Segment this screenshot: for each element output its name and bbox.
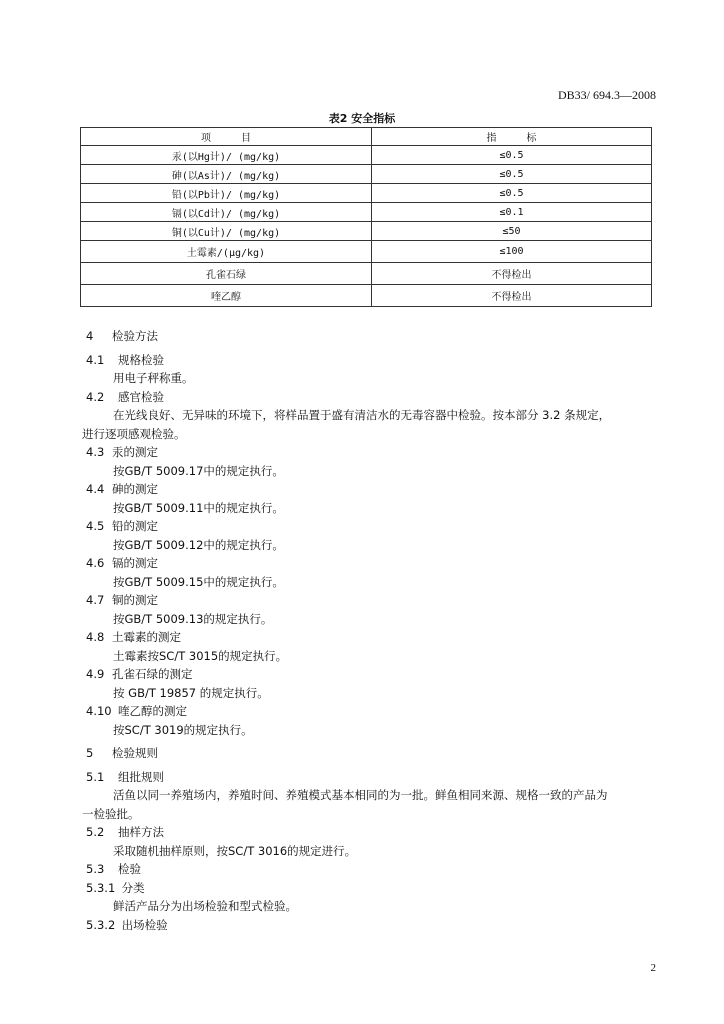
section-number: 4.6 [86,556,105,570]
section-number: 4.8 [86,630,105,644]
cell-item: 孔雀石绿 [81,263,372,285]
cell-indicator: ≤100 [372,241,652,263]
paragraph-continuation: 进行逐项感观检验。 [82,426,186,441]
section-number: 4.10 [86,704,112,718]
section-title: 砷的测定 [112,482,158,496]
cell-indicator: ≤0.5 [372,146,652,165]
cell-indicator: ≤0.1 [372,203,652,222]
section-title: 组批规则 [118,769,164,784]
section-title: 检验 [118,862,141,876]
section-number: 5.1 [86,769,105,784]
table-row [81,203,652,222]
subsection-heading [86,554,666,573]
table-row [81,184,652,203]
table-row [81,222,652,241]
subsection-heading [86,628,666,647]
cell-indicator: ≤0.5 [372,184,652,203]
paragraph: 按GB/T 5009.11中的规定执行。 [113,500,284,515]
column-header-item: 项 目 [81,128,372,146]
paragraph: 土霉素按SC/T 3015的规定执行。 [113,648,288,663]
subsection-heading [86,860,666,879]
subsection-heading [86,665,666,684]
cell-indicator: ≤0.5 [372,165,652,184]
paragraph: 采取随机抽样原则，按SC/T 3016的规定进行。 [113,843,357,858]
paragraph: 按SC/T 3019的规定执行。 [113,722,253,737]
subsection-heading [86,702,666,721]
section-number: 5.2 [86,825,105,839]
table-row [81,263,652,285]
table-row [81,146,652,165]
subsection-heading [86,517,666,536]
paragraph: 按GB/T 5009.15中的规定执行。 [113,574,284,589]
section-title: 出场检验 [121,917,168,932]
subsection-heading [86,351,666,370]
section-number: 4.1 [86,352,105,367]
table-header-row [81,128,652,146]
section-title: 抽样方法 [118,825,164,839]
table-row [81,165,652,184]
document-code: DB33/ 694.3—2008 [557,88,656,102]
paragraph: 鲜活产品分为出场检验和型式检验。 [113,899,297,913]
section-title: 汞的测定 [112,445,158,459]
cell-item: 土霉素/(μg/kg) [81,241,372,263]
cell-item: 喹乙醇 [81,285,372,307]
page-number: 2 [650,962,656,974]
section-title: 检验规则 [112,746,158,760]
section-heading [86,744,666,763]
section-heading [86,327,666,346]
subsection-heading [86,591,666,610]
subsection-heading [86,768,666,787]
section-title: 检验方法 [112,329,158,343]
section-number: 4.9 [86,667,105,681]
cell-item: 铅(以Pb计)/ (mg/kg) [81,184,372,203]
cell-indicator: 不得检出 [372,285,652,307]
section-number: 4.7 [86,593,105,607]
cell-indicator: 不得检出 [372,263,652,285]
section-number: 4.3 [86,445,105,459]
section-number: 5.3 [86,862,105,876]
paragraph: 按 GB/T 19857 的规定执行。 [113,685,269,700]
paragraph: 按GB/T 5009.12中的规定执行。 [113,537,284,552]
section-title: 土霉素的测定 [112,630,181,644]
table-row [81,285,652,307]
section-title: 孔雀石绿的测定 [112,667,193,681]
paragraph: 用电子秤称重。 [113,371,194,385]
subsection-heading [86,480,666,499]
cell-item: 镉(以Cd计)/ (mg/kg) [81,203,372,222]
section-title: 分类 [121,880,145,895]
table-title: 表2 安全指标 [328,112,396,125]
section-title: 铜的测定 [112,593,158,607]
section-title: 铅的测定 [112,519,158,533]
section-number: 5 [86,746,94,760]
subsection-heading [86,443,666,462]
document-body [82,322,666,934]
subsection-heading [86,916,666,935]
subsection-heading [86,388,666,407]
subsection-heading [86,879,666,898]
section-number: 5.3.2 [86,917,116,932]
section-title: 喹乙醇的测定 [118,704,187,718]
paragraph: 按GB/T 5009.13的规定执行。 [113,611,273,626]
table-row [81,241,652,263]
cell-item: 铜(以Cu计)/ (mg/kg) [81,222,372,241]
section-number: 4.2 [86,389,105,404]
column-header-indicator: 指 标 [372,128,652,146]
cell-indicator: ≤50 [372,222,652,241]
section-title: 镉的测定 [112,556,158,570]
cell-item: 汞(以Hg计)/ (mg/kg) [81,146,372,165]
paragraph: 活鱼以同一养殖场内，养殖时间、养殖模式基本相同的为一批。鲜鱼相同来源、规格一致的产品为 [113,788,608,802]
section-title: 感官检验 [118,389,164,404]
paragraph: 在光线良好、无异味的环境下，将样品置于盛有清洁水的无毒容器中检验。按本部分 3.2 条规定， [113,408,611,422]
section-number: 4.5 [86,519,105,533]
section-number: 4.4 [86,482,105,496]
section-number: 5.3.1 [86,880,116,895]
paragraph: 按GB/T 5009.17中的规定执行。 [113,463,284,478]
section-title: 规格检验 [118,352,164,367]
subsection-heading [86,823,666,842]
safety-indicator-table [80,127,652,307]
cell-item: 砷(以As计)/ (mg/kg) [81,165,372,184]
paragraph-continuation: 一检验批。 [82,806,140,821]
section-number: 4 [86,329,94,343]
